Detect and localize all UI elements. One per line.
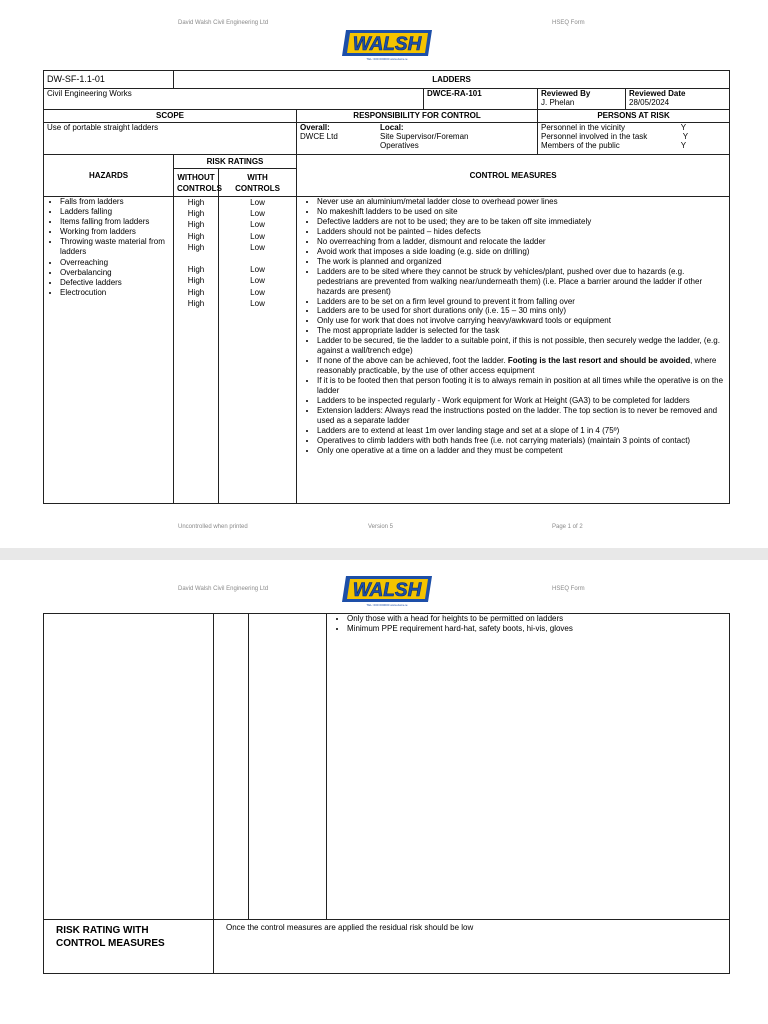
control-measures-heading: CONTROL MEASURES xyxy=(297,155,730,197)
control-item: • Ladders should not be painted – hides defects xyxy=(317,227,725,237)
reviewed-by-label: Reviewed By xyxy=(541,89,591,98)
rating-with-spacer xyxy=(222,253,293,264)
control-item: • Ladders are to extend at least 1m over landing stage and set at a slope of 1 in 4 (75º) xyxy=(317,426,725,436)
control-item: • Ladders are to be sited where they cannot be struck by vehicles/plant, pushed over due to hazards (e.g. pedestrians are prevented from walking near/underneath them) (i.e. Place a barrier around the ladder if other hazards are present) xyxy=(317,267,725,297)
form-type: HSEQ Form xyxy=(552,20,585,26)
person-3-flag: Y xyxy=(680,141,687,151)
rating-with: Low xyxy=(250,209,265,219)
uncontrolled-note: Uncontrolled when printed xyxy=(178,524,248,530)
local-label: Local: xyxy=(380,123,404,132)
control-item: • Defective ladders are not to be used; they are to be taken off site immediately xyxy=(317,217,725,227)
rating-without: High xyxy=(187,276,205,286)
doc-code: DW-SF-1.1-01 xyxy=(44,71,174,89)
with-cell-cont xyxy=(249,614,327,920)
reviewed-date-cell xyxy=(626,89,730,110)
control-item: • Only those with a head for heights to be permitted on ladders xyxy=(347,614,725,624)
hazards-heading: HAZARDS xyxy=(44,155,174,197)
hazard-item: • Electrocution xyxy=(60,288,170,298)
control-item: • Extension ladders: Always read the instructions posted on the ladder. The top section is to never be removed and used as a separate ladder xyxy=(317,406,725,426)
hazard-item: • Defective ladders xyxy=(60,278,170,288)
control-item: • No makeshift ladders to be used on site xyxy=(317,207,725,217)
reviewed-date-label: Reviewed Date xyxy=(629,89,686,98)
hazards-cell-cont xyxy=(44,614,214,920)
rating-with: Low xyxy=(250,287,265,297)
with-heading-1: WITH xyxy=(247,172,268,182)
reviewed-by-cell xyxy=(538,89,626,110)
logo-tag-top: CIVIL ENGINEERING xyxy=(390,29,420,33)
person-2: Personnel involved in the task xyxy=(541,132,648,142)
company-name: David Walsh Civil Engineering Ltd xyxy=(178,586,269,592)
overall-label: Overall: xyxy=(300,123,330,132)
control-item: • The most appropriate ladder is selected for the task xyxy=(317,326,725,336)
hazard-item: • Throwing waste material from ladders xyxy=(60,237,170,257)
rating-with: Low xyxy=(250,298,265,308)
risk-assessment-table xyxy=(43,70,730,504)
rating-without: High xyxy=(187,220,205,230)
footing-text: If none of the above can be achieved, foot the ladder. xyxy=(317,356,506,366)
rating-without: High xyxy=(187,287,205,297)
logo-tag-bottom: TEL: 000 000000 www.dwce.ie xyxy=(366,603,408,607)
hazard-item: • Overbalancing xyxy=(60,268,170,278)
control-item: • No overreaching from a ladder, dismount and relocate the ladder xyxy=(317,237,725,247)
rating-with: Low xyxy=(250,220,265,230)
hazards-cell xyxy=(44,197,174,504)
logo-tag-top: CIVIL ENGINEERING xyxy=(390,575,420,579)
rating-without: High xyxy=(187,231,205,241)
logo-tag-bottom: TEL: 000 000000 www.dwce.ie xyxy=(366,57,408,61)
control-item: • Never use an aluminium/metal ladder close to overhead power lines xyxy=(317,197,725,207)
control-item: • Only use for work that does not involve carrying heavy/awkward tools or equipment xyxy=(317,316,725,326)
person-1-flag: Y xyxy=(680,123,687,132)
control-item: • Minimum PPE requirement hard-hat, safety boots, hi-vis, gloves xyxy=(347,624,725,634)
control-item: • Ladders to be inspected regularly - Work equipment for Work at Height (GA3) to be completed for ladders xyxy=(317,396,725,406)
scope-heading: SCOPE xyxy=(44,110,297,123)
continuation-table xyxy=(43,613,730,974)
footing-bold: Footing is the last resort and should be avoided xyxy=(507,356,691,366)
responsibility-heading: RESPONSIBILITY FOR CONTROL xyxy=(297,110,538,123)
control-item: • Ladders are to be set on a firm level ground to prevent it from falling over xyxy=(317,297,725,307)
rating-without-spacer xyxy=(177,253,215,264)
rating-with: Low xyxy=(250,265,265,275)
activity-cell: Civil Engineering Works xyxy=(44,89,424,110)
controls-cell-cont xyxy=(327,614,730,920)
ra-ref: DWCE-RA-101 xyxy=(424,89,538,110)
walsh-logo xyxy=(340,572,434,608)
logo-text: WALSH xyxy=(352,580,422,601)
person-1: Personnel in the vicinity xyxy=(541,123,626,132)
rating-with: Low xyxy=(250,231,265,241)
control-item: • Ladder to be secured, tie the ladder to a suitable point, if this is not possible, then securely wedge the ladder, (e.g. against a wall/trench edge) xyxy=(317,336,725,356)
company-name: David Walsh Civil Engineering Ltd xyxy=(178,20,269,26)
doc-title: LADDERS xyxy=(174,71,730,89)
control-item-footing xyxy=(317,356,725,376)
local-value-1: Site Supervisor/Foreman xyxy=(380,132,469,142)
rating-with: Low xyxy=(250,242,265,252)
rating-without: High xyxy=(187,265,205,275)
risk-rating-label-1: RISK RATING WITH xyxy=(56,925,149,936)
form-type: HSEQ Form xyxy=(552,586,585,592)
without-ratings-cell xyxy=(174,197,219,504)
rating-without: High xyxy=(187,242,205,252)
risk-rating-text: Once the control measures are applied the residual risk should be low xyxy=(214,920,730,974)
hazard-item: • Ladders falling xyxy=(60,207,170,217)
with-heading-2: CONTROLS xyxy=(235,183,280,193)
persons-cell xyxy=(538,123,730,155)
hazard-item: • Falls from ladders xyxy=(60,197,170,207)
persons-heading: PERSONS AT RISK xyxy=(538,110,730,123)
rating-without: High xyxy=(187,198,205,207)
local-value-2: Operatives xyxy=(380,141,419,151)
hazard-item: • Working from ladders xyxy=(60,227,170,237)
control-item: • Ladders are to be used for short durations only (i.e. 15 – 30 mins only) xyxy=(317,306,725,316)
reviewed-by-value: J. Phelan xyxy=(541,98,575,108)
person-3: Members of the public xyxy=(541,141,620,151)
page-2 xyxy=(0,560,768,1024)
overall-value: DWCE Ltd xyxy=(300,132,338,142)
reviewed-date-value: 28/05/2024 xyxy=(629,98,670,108)
control-item: • Operatives to climb ladders with both hands free (i.e. not carrying materials) (maintain 3 points of contact) xyxy=(317,436,725,446)
without-heading-2: CONTROLS xyxy=(177,183,222,193)
without-heading-1: WITHOUT xyxy=(177,172,215,182)
responsibility-cell xyxy=(297,123,538,155)
risk-ratings-heading: RISK RATINGS xyxy=(174,155,297,169)
walsh-logo xyxy=(340,26,434,62)
risk-rating-label-cell xyxy=(44,920,214,974)
control-item: • If it is to be footed then that person footing it is to always remain in position at all times while the operative is on the ladder xyxy=(317,376,725,396)
hazard-item: • Items falling from ladders xyxy=(60,217,170,227)
rating-with: Low xyxy=(250,198,265,207)
rating-with: Low xyxy=(250,276,265,286)
rating-without: High xyxy=(187,298,205,308)
without-controls-heading xyxy=(174,169,222,197)
logo-text: WALSH xyxy=(352,34,422,55)
with-controls-heading xyxy=(219,169,297,197)
control-item: • Avoid work that imposes a side loading (e.g. side on drilling) xyxy=(317,247,725,257)
control-item: • The work is planned and organized xyxy=(317,257,725,267)
rating-without: High xyxy=(187,209,205,219)
with-ratings-cell xyxy=(219,197,297,504)
person-2-flag: Y xyxy=(682,132,689,142)
scope-text: Use of portable straight ladders xyxy=(44,123,297,155)
version-label: Version 5 xyxy=(368,524,394,530)
without-cell-cont xyxy=(214,614,249,920)
risk-rating-label-2: CONTROL MEASURES xyxy=(56,938,165,949)
hazard-item: • Overreaching xyxy=(60,258,170,268)
page-number: Page 1 of 2 xyxy=(552,524,583,530)
control-item: • Only one operative at a time on a ladder and they must be competent xyxy=(317,446,725,456)
controls-cell xyxy=(297,197,730,504)
footing-tail: , where reasonably practicable, by the use of other access equipment xyxy=(317,356,717,376)
